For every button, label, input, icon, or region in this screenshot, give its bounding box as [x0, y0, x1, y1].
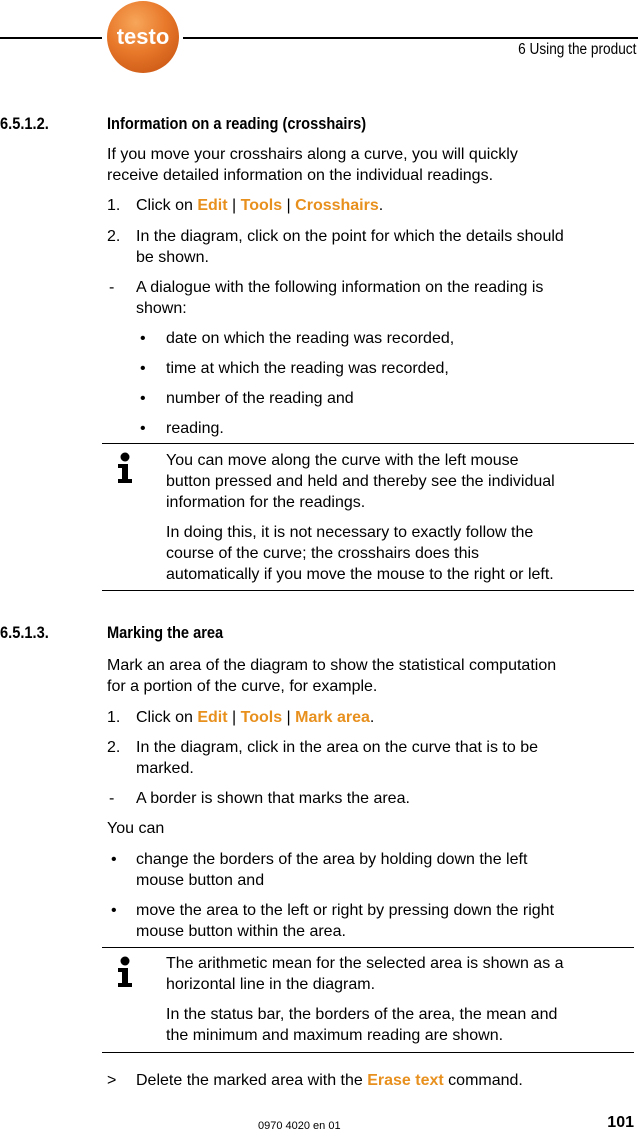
step-text: be shown. — [136, 249, 209, 266]
bullet-symbol: • — [140, 390, 146, 407]
bullet-symbol: • — [111, 851, 117, 868]
action-text: Delete the marked area with the Erase text command. — [136, 1072, 523, 1089]
result-text: A dialogue with the following information on the reading is — [136, 279, 544, 296]
bullet-symbol: • — [140, 330, 146, 347]
chapter-title: 6 Using the product — [517, 41, 636, 58]
step-text: Click on Edit | Tools | Mark area. — [136, 709, 375, 726]
note-text: The arithmetic mean for the selected area is shown as a — [166, 955, 564, 972]
info-icon — [114, 956, 136, 988]
section-title: Marking the area — [107, 623, 224, 642]
note-rule-bottom — [102, 1052, 634, 1053]
step-number: 2. — [107, 739, 121, 756]
menu-edit: Edit — [197, 709, 228, 726]
step-number: 1. — [107, 709, 121, 726]
section-number: 6.5.1.3. — [0, 623, 49, 642]
intro-line: receive detailed information on the individual readings. — [107, 167, 494, 184]
result-text: A border is shown that marks the area. — [136, 790, 410, 807]
bullet-item: change the borders of the area by holding down the left — [136, 851, 528, 868]
note-text: information for the readings. — [166, 494, 366, 511]
note-rule-top — [102, 947, 634, 948]
note-text: In the status bar, the borders of the area, the mean and — [166, 1006, 558, 1023]
menu-edit: Edit — [197, 197, 228, 214]
note-text: You can move along the curve with the left mouse — [166, 452, 519, 469]
step-text: marked. — [136, 760, 194, 777]
bullet-item: date on which the reading was recorded, — [166, 330, 455, 347]
step-text: In the diagram, click in the area on the curve that is to be — [136, 739, 538, 756]
command-erase-text: Erase text — [367, 1072, 444, 1089]
result-marker: - — [109, 279, 115, 296]
menu-tools: Tools — [240, 709, 283, 726]
header-rule-left — [0, 37, 102, 39]
result-text: shown: — [136, 300, 187, 317]
intro-line: for a portion of the curve, for example. — [107, 678, 378, 695]
note-rule-top — [102, 443, 634, 444]
info-icon — [114, 452, 136, 484]
bullet-item: move the area to the left or right by pressing down the right — [136, 902, 555, 919]
section-number: 6.5.1.2. — [0, 114, 49, 133]
menu-mark-area: Mark area — [295, 709, 370, 726]
note-text: course of the curve; the crosshairs does this — [166, 545, 480, 562]
step-number: 1. — [107, 197, 121, 214]
bullet-item: time at which the reading was recorded, — [166, 360, 449, 377]
note-text: automatically if you move the mouse to the right or left. — [166, 566, 554, 583]
bullet-item: reading. — [166, 420, 224, 437]
note-text: the minimum and maximum reading are shown. — [166, 1027, 504, 1044]
menu-crosshairs: Crosshairs — [295, 197, 379, 214]
logo-text: testo — [116, 24, 170, 49]
note-text: button pressed and held and thereby see the individual — [166, 473, 555, 490]
menu-tools: Tools — [240, 197, 283, 214]
result-marker: - — [109, 790, 115, 807]
document-code: 0970 4020 en 01 — [258, 1120, 341, 1132]
bullet-item: number of the reading and — [166, 390, 354, 407]
header-rule-right — [183, 37, 638, 39]
intro-line: Mark an area of the diagram to show the statistical computation — [107, 657, 557, 674]
bullet-symbol: • — [140, 360, 146, 377]
bullet-symbol: • — [111, 902, 117, 919]
action-marker: > — [107, 1072, 117, 1089]
note-text: horizontal line in the diagram. — [166, 976, 376, 993]
bullet-item: mouse button and — [136, 872, 265, 889]
note-text: In doing this, it is not necessary to exactly follow the — [166, 524, 534, 541]
testo-logo — [102, 0, 184, 74]
section-title: Information on a reading (crosshairs) — [107, 114, 367, 133]
step-text: In the diagram, click on the point for which the details should — [136, 228, 564, 245]
page-number: 101 — [607, 1114, 634, 1131]
step-text: Click on Edit | Tools | Crosshairs. — [136, 197, 384, 214]
step-number: 2. — [107, 228, 121, 245]
bullet-symbol: • — [140, 420, 146, 437]
note-rule-bottom — [102, 590, 634, 591]
bullet-item: mouse button within the area. — [136, 923, 346, 940]
intro-line: If you move your crosshairs along a curve, you will quickly — [107, 146, 518, 163]
you-can-label: You can — [107, 820, 165, 837]
